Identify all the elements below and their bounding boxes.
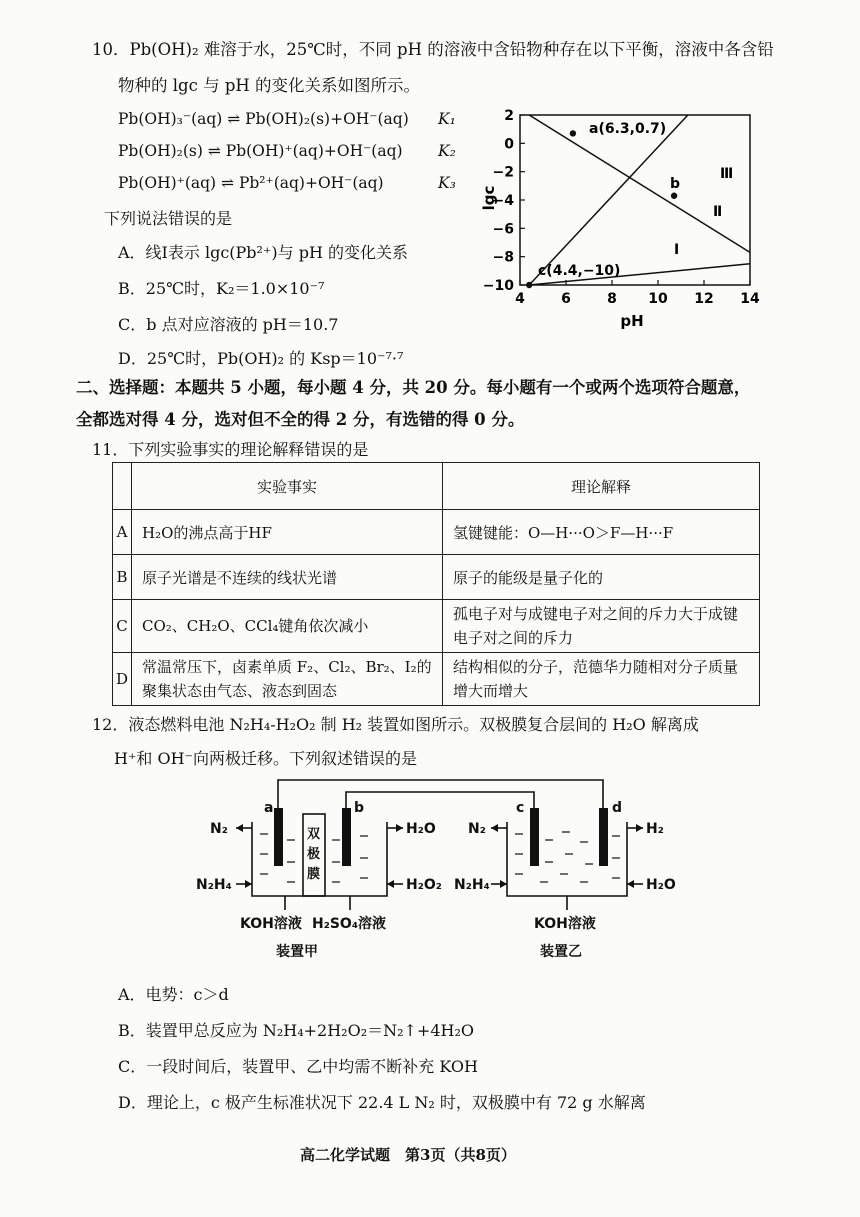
q12-option-c: C．一段时间后，装置甲、乙中均需不断补充 KOH [118, 1057, 478, 1076]
yi-out-left: N₂ [468, 821, 486, 837]
yi-in-left: N₂H₄ [454, 877, 490, 893]
yi-name: 装置乙 [540, 944, 582, 960]
x-tick-label: 10 [648, 291, 668, 307]
y-tick-label: −6 [492, 221, 514, 238]
q12-option-a: A．电势：c＞d [118, 985, 229, 1004]
table-header-cell: 理论解释 [443, 463, 760, 510]
q10-title-line1: 10．Pb(OH)₂ 难溶于水，25℃时，不同 pH 的溶液中含铅物种存在以下平衡，溶液中各含铅 [92, 40, 774, 59]
fact-cell: 常温常压下，卤素单质 F₂、Cl₂、Br₂、I₂的聚集状态由气态、液态到固态 [132, 653, 443, 706]
jia-in-left: N₂H₄ [196, 877, 232, 893]
electrode-b [342, 808, 351, 866]
explain-cell: 孤电子对与成键电子对之间的斥力大于成键电子对之间的斥力 [443, 600, 760, 653]
q10-title-line2: 物种的 lgc 与 pH 的变化关系如图所示。 [118, 76, 421, 95]
connecting-wire [346, 792, 534, 808]
connecting-wire [278, 780, 603, 808]
q10-option-a: A．线Ⅰ表示 lgc(Pb²⁺)与 pH 的变化关系 [118, 243, 409, 262]
yi-out-right: H₂ [646, 821, 664, 837]
electrode-a [274, 808, 283, 866]
fact-cell: H₂O的沸点高于HF [132, 510, 443, 555]
q10-equation-3: Pb(OH)⁺(aq) ⇌ Pb²⁺(aq)+OH⁻(aq) [118, 174, 384, 192]
q10-k1: K₁ [438, 110, 456, 128]
section2-line2: 全都选对得 4 分，选对但不全的得 2 分，有选错的得 0 分。 [76, 410, 525, 429]
electrode-d-label: d [612, 800, 623, 816]
electrode-c-label: c [516, 800, 525, 816]
jia-sol-right: H₂SO₄溶液 [312, 916, 386, 932]
row-label: B [113, 555, 132, 600]
jia-name: 装置甲 [276, 944, 318, 960]
electrode-a-label: a [264, 800, 274, 816]
data-point-a [570, 130, 576, 136]
yi-in-right: H₂O [646, 877, 676, 893]
yi-sol: KOH溶液 [534, 916, 596, 932]
q12-option-d: D．理论上，c 极产生标准状况下 22.4 L N₂ 时，双极膜中有 72 g 水解离 [118, 1093, 646, 1112]
x-tick-label: 4 [515, 291, 525, 307]
table-row [113, 555, 760, 600]
membrane-label: 双 [307, 827, 321, 842]
electrode-d [599, 808, 608, 866]
yi-tank [507, 822, 627, 896]
fact-cell: CO₂、CH₂O、CCl₄键角依次减小 [132, 600, 443, 653]
fuel-cell-diagram [196, 770, 700, 970]
q10-option-b: B．25℃时，K₂＝1.0×10⁻⁷ [118, 279, 325, 298]
lgc-ph-chart [480, 100, 770, 335]
q10-option-c: C．b 点对应溶液的 pH＝10.7 [118, 315, 339, 334]
q10-option-d: D．25℃时，Pb(OH)₂ 的 Ksp＝10⁻⁷·⁷ [118, 349, 404, 368]
explain-cell: 氢键键能：O—H···O＞F—H···F [443, 510, 760, 555]
table-row [113, 600, 760, 653]
x-tick-label: 14 [740, 291, 760, 307]
q12-title-line1: 12．液态燃料电池 N₂H₄-H₂O₂ 制 H₂ 装置如图所示。双极膜复合层间的 H₂O 解离成 [92, 715, 699, 734]
table-row [113, 510, 760, 555]
data-point-b [671, 193, 677, 199]
jia-out-right: H₂O [406, 821, 436, 837]
q10-equation-1: Pb(OH)₃⁻(aq) ⇌ Pb(OH)₂(s)+OH⁻(aq) [118, 110, 409, 128]
jia-out-left: N₂ [210, 821, 228, 837]
fact-cell: 原子光谱是不连续的线状光谱 [132, 555, 443, 600]
membrane-label: 极 [307, 847, 321, 862]
y-tick-label: 0 [504, 136, 514, 153]
x-tick-label: 6 [561, 291, 571, 307]
y-tick-label: −10 [482, 278, 514, 294]
x-tick-label: 8 [607, 291, 617, 307]
chart-frame [520, 115, 750, 285]
jia-sol-left: KOH溶液 [240, 916, 302, 932]
y-tick-label: −4 [492, 193, 514, 209]
point-c-label: c(4.4,−10) [538, 263, 621, 279]
row-label: A [113, 510, 132, 555]
table-header-cell: 实验事实 [132, 463, 443, 510]
explain-cell: 结构相似的分子，范德华力随相对分子质量增大而增大 [443, 653, 760, 706]
q10-equation-2: Pb(OH)₂(s) ⇌ Pb(OH)⁺(aq)+OH⁻(aq) [118, 142, 403, 160]
table-header-cell [113, 463, 132, 510]
y-tick-label: −2 [492, 164, 514, 181]
row-label: C [113, 600, 132, 653]
y-tick-label: −8 [492, 249, 514, 266]
q10-question: 下列说法错误的是 [104, 209, 233, 228]
section2-line1: 二、选择题：本题共 5 小题，每小题 4 分，共 20 分。每小题有一个或两个选项符合题意， [76, 378, 751, 397]
q12-title-line2: H⁺和 OH⁻向两极迁移。下列叙述错误的是 [114, 749, 418, 768]
series-line-1 [529, 115, 688, 285]
row-label: D [113, 653, 132, 706]
data-point-c [526, 282, 532, 288]
table-row [113, 653, 760, 706]
point-a-label: a(6.3,0.7) [589, 121, 667, 137]
table-header-row [113, 463, 760, 510]
q11-table [112, 462, 760, 706]
explain-cell: 原子的能级是量子化的 [443, 555, 760, 600]
x-tick-label: 12 [694, 291, 714, 307]
electrode-b-label: b [354, 800, 365, 816]
q12-option-b: B．装置甲总反应为 N₂H₄+2H₂O₂＝N₂↑+4H₂O [118, 1021, 475, 1040]
point-b-label: b [670, 176, 681, 192]
x-axis-label: pH [620, 312, 644, 330]
membrane-label: 膜 [307, 867, 321, 882]
y-tick-label: 2 [504, 108, 514, 124]
electrode-c [530, 808, 539, 866]
q10-k2: K₂ [438, 142, 456, 160]
q11-title: 11．下列实验事实的理论解释错误的是 [92, 440, 369, 459]
line-ii-label: Ⅱ [713, 204, 723, 220]
jia-in-right: H₂O₂ [406, 877, 442, 893]
page-footer: 高二化学试题 第3页（共8页） [300, 1146, 516, 1164]
line-iii-label: Ⅲ [720, 166, 734, 182]
y-axis-label: lgc [480, 185, 498, 211]
line-i-label: Ⅰ [674, 242, 680, 258]
q10-k3: K₃ [438, 174, 456, 192]
